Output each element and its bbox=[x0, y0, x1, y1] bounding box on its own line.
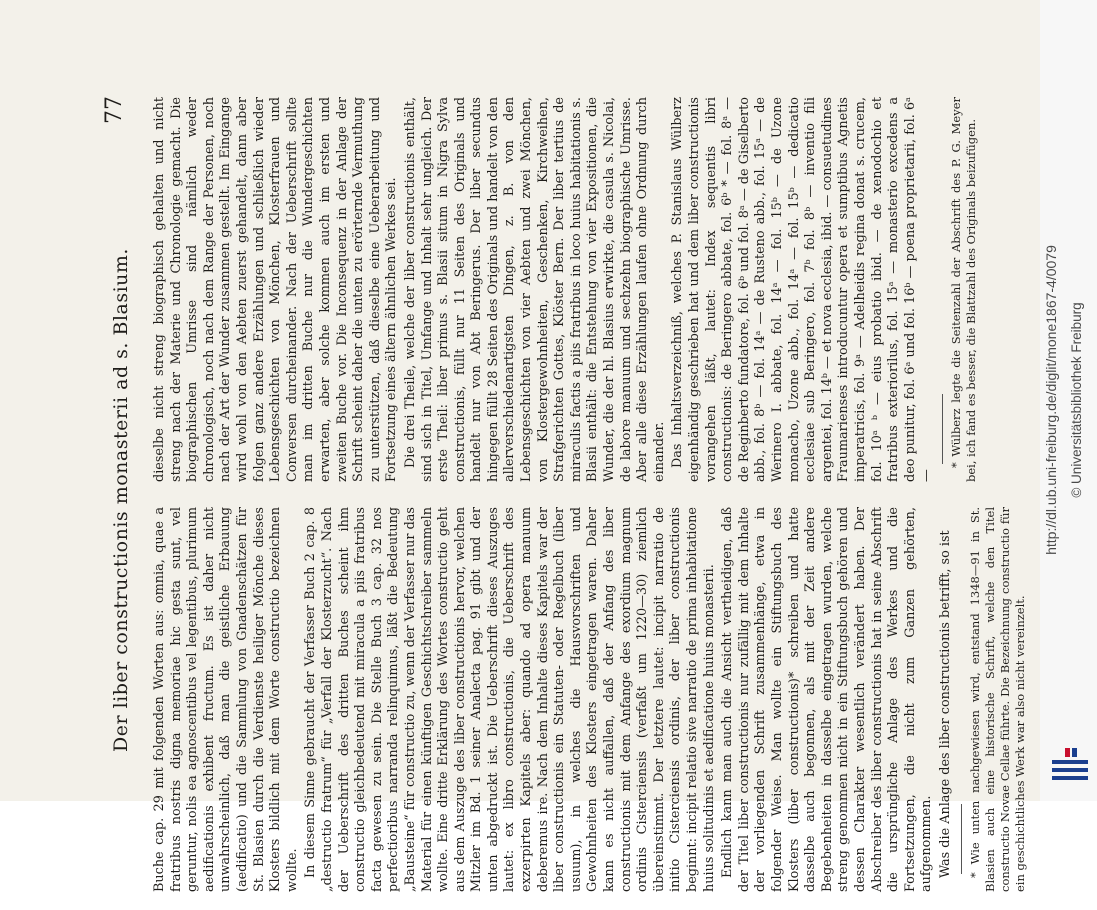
university-library-logo-icon bbox=[1050, 748, 1090, 788]
document-url[interactable]: http://dl.ub.uni-freiburg.de/diglit/mone1867-4/0079 bbox=[1043, 245, 1059, 555]
right-column bbox=[152, 97, 981, 482]
copyright-notice: © Universitätsbibliothek Freiburg bbox=[1069, 302, 1084, 498]
rotated-page-content bbox=[80, 90, 1080, 910]
paragraph: In diesem Sinne gebraucht der Verfasser Buch 2 cap. 8 „destructio fratrum“ für „Verfall der Klosterzucht“. Nach der Ueberschrift des dritten Buches scheint ihm constructio gleichbedeutend mit miracula a piis fratribus facta gewesen zu sein. Die Stelle Buch 3 cap. 32 nos perfectioribus narranda relinquimus, läßt die Bedeutung „Bausteine“ für constructio zu, wenn der Verfasser nur das Material für einen künftigen Geschichtschreiber sammeln wollte. Eine dritte Erklärung des Wortes constructio geht aus dem Auszuge des liber constructionis hervor, welchen Mitzler im Bd. 1 seiner Analecta pag. 91 gibt und der unten abgedruckt ist. Die Ueberschrift dieses Auszuges lautet: ex libro constructionis, die Ueberschrift des exzerpirten Kapitels aber: quando ad opera manuum deberemus ire. Nach dem Inhalte dieses Kapitels war der liber constructionis ein Statuten- oder Regelbuch (liber usuum), in welches die Hausvorschriften und Gewohnheiten des Klosters eingetragen waren. Daher kann es nicht auffallen, daß der Anfang des liber constructionis mit dem Anfange des exordium magnum ordinis Cisterciensis (verfaßt um 1220—30) ziemlich übereinstimmt. Der letztere lautet: incipit narratio de initio Cisterciensis ordinis, der liber constructionis beginnt: incipit relatio sive narratio de prima inhabitatione huius solitudinis et aedificatione huius monasterii. bbox=[303, 507, 717, 892]
paragraph: Endlich kann man auch die Ansicht vertheidigen, daß der Titel liber constructionis nur zufällig mit dem Inhalte der vorliegenden Schrift zusammenhänge, etwa in folgender Weise. Man wollte ein Stiftungsbuch des Klosters (liber constructionis)* schreiben und hatte dasselbe auch begonnen, als mit der Zeit andere Begebenheiten in dasselbe eingetragen wurden, welche streng genommen nicht in ein Stiftungsbuch gehören und dessen Charakter wesentlich verändert haben. Der Abschreiber des liber constructionis hat in seine Abschrift die ursprüngliche Anlage des Werkes und die Fortsetzungen, die nicht zum Ganzen gehörten, aufgenommen. bbox=[720, 507, 935, 892]
paragraph: Was die Anlage des liber constructionis betrifft, so ist bbox=[937, 530, 953, 878]
footnote: * Wülberz legte die Seitenzahl der Abschrift des P. G. Meyer bei, ich fand es besser, die Blattzahl des Originals beizufügen. bbox=[948, 97, 978, 482]
paragraph: Die drei Theile, welche der liber constructionis enthält, sind sich in Titel, Umfange und Inhalt sehr ungleich. Der erste Theil: liber primus s. Blasii situm in Nigra Sylva constructionis, füllt nur 11 Seiten des Originals und handelt nur von Abt Beringerus. Der liber secundus hingegen füllt 28 Seiten des Originals und handelt von den allerverschiedenartigsten Dingen, z. B. von den Lebensgeschichten von vier Aebten und zwei Mönchen, von Klostergewohnheiten, Geschenken, Kirchweihen, Strafgerichten Gottes, Klöster Bern. Der liber tertius de miraculis factis a piis fratribus in loco huius habitationis s. Blasii enthält: die Entstehung von vier Expositionen, die Wunder, die der hl. Blasius erwirkte, die casula s. Nicolai, de labore manuum und sechzehn biographische Umrisse. Aber alle diese Erzählungen laufen ohne Ordnung durch einander. bbox=[402, 97, 667, 482]
paragraph: Buche cap. 29 mit folgenden Worten aus: omnia, quae a fratribus nostris digna memoriae hic gesta sunt, vel geruntur, nolis ea agnoscentibus vel legentibus, plurimum aedificationis exhibent fructum. Es ist daher nicht unwahrscheinlich, daß man die geistliche Erbauung (aedificatio) und die Sammlung von Gnadenschätzen für St. Blasien durch die Verdienste heiliger Mönche dieses Klosters bildlich mit dem Worte constructio bezeichnen wollte. bbox=[152, 507, 300, 892]
page-number: 77 bbox=[102, 96, 127, 124]
footnote-divider bbox=[961, 804, 962, 874]
running-title: Der liber constructionis monasterii ad s. Blasium. bbox=[110, 248, 132, 752]
paragraph: dieselbe nicht streng biographisch gehalten und nicht streng nach der Materie und Chronologie gemacht. Die biographischen Umrisse sind nämlich weder chronologisch, noch nach dem Range der Personen, noch nach der Art der Wunder zusammen gestellt. Im Eingange wird wohl von den Aebten zuerst gehandelt, dann aber folgen ganz andere Erzählungen und schließlich wieder Lebensgeschichten von Mönchen, Klosterfrauen und Conversen durcheinander. Nach der Ueberschrift sollte man im dritten Buche nur die Wundergeschichten erwarten, aber solche kommen auch im ersten und zweiten Buche vor. Die Inconsequenz in der Anlage der Schrift scheint daher die unten zu erörternde Vermuthung zu unterstützen, daß dieselbe eine Ueberarbeitung und Fortsetzung eines ältern ähnlichen Werkes sei. bbox=[152, 97, 400, 482]
paragraph: Das Inhaltsverzeichniß, welches P. Stanislaus Wülberz eigenhändig geschrieben hat und dem liber constructionis vorangehen läßt, lautet: Index sequentis libri constructionis: de Beringero abbate, fol. 6ᵇ * — fol. 8ᵃ — de Reginberto fundatore, fol. 6ᵇ und fol. 8ᵃ — de Giselberto abb., fol. 8ᵇ — fol. 14ᵃ — de Rusteno abb., fol. 15ᵃ — de Werinero I. abbate, fol. 14ᵃ — fol. 15ᵇ — de Uzone monacho, Uzone abb., fol. 14ᵃ — fol. 15ᵇ — dedicatio ecclesiae sub Beringero, fol. 7ᵇ fol. 8ᵇ — inventio fili argentei, fol. 14ᵇ — et nova ecclesia, ibid. — consuetudines Fraumarienses introducuntur opera et sumptibus Agnetis imperatricis, fol. 9ᵃ — Adelheidis regina donat s. crucem, fol. 10ᵃ ᵇ — eius probatio ibid. — de xenodochio et fratribus exteriorilus, fol. 15ᵃ — monasterio excedens a deo punitur, fol. 6ᵃ und fol. 16ᵇ — poena proprietarii, fol. 6ᵃ — bbox=[670, 97, 935, 482]
footnote: * Wie unten nachgewiesen wird, entstand 1348—91 in St. Blasien auch eine historische Schrift, welche den Titel constructio Novae Cellae führte. Die Bezeichnung constructio für ein geschichtliches Werk war also nicht vereinzelt. bbox=[967, 507, 1027, 892]
left-column bbox=[152, 507, 1030, 892]
footnote-divider bbox=[942, 394, 943, 464]
